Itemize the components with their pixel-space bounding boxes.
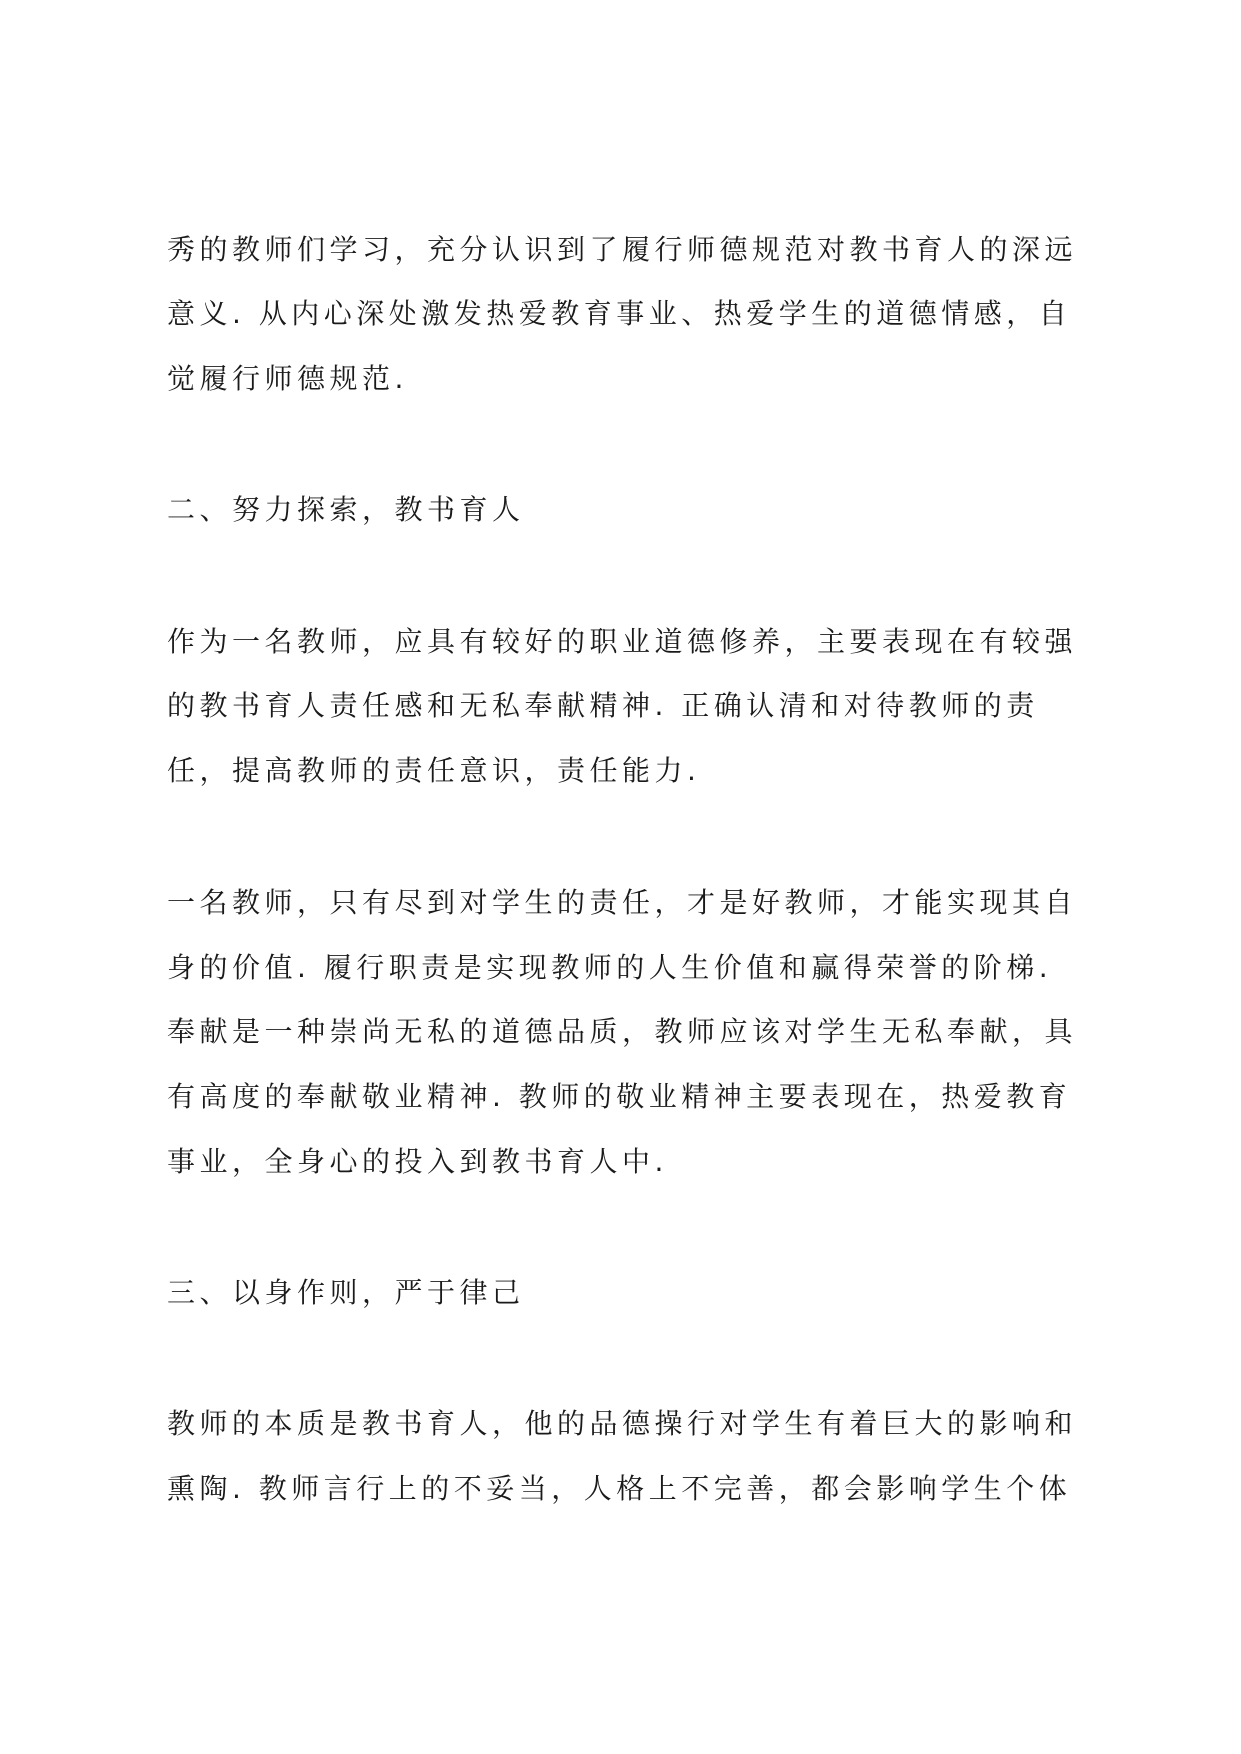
paragraph-2-line-3: 任，提高教师的责任意识，责任能力.	[167, 754, 701, 787]
paragraph-3-line-5: 事业，全身心的投入到教书育人中.	[167, 1145, 668, 1178]
paragraph-2-line-1: 作为一名教师，应具有较好的职业道德修养，主要表现在有较强	[167, 625, 1078, 658]
paragraph-2-line-2: 的教书育人责任感和无私奉献精神. 正确认清和对待教师的责	[167, 689, 1039, 722]
paragraph-3-line-2: 身的价值. 履行职责是实现教师的人生价值和赢得荣誉的阶梯.	[167, 951, 1053, 984]
paragraph-1-line-1: 秀的教师们学习，充分认识到了履行师德规范对教书育人的深远	[167, 233, 1078, 266]
paragraph-1-line-2: 意义. 从内心深处激发热爱教育事业、热爱学生的道德情感，自	[167, 297, 1072, 330]
paragraph-3-line-4: 有高度的奉献敬业精神. 教师的敬业精神主要表现在，热爱教育	[167, 1080, 1072, 1113]
paragraph-1-line-3: 觉履行师德规范.	[167, 362, 408, 395]
paragraph-3-line-1: 一名教师，只有尽到对学生的责任，才是好教师，才能实现其自	[167, 886, 1078, 919]
paragraph-3-line-3: 奉献是一种崇尚无私的道德品质，教师应该对学生无私奉献，具	[167, 1015, 1078, 1048]
section-heading-2: 二、努力探索，教书育人	[167, 493, 525, 526]
paragraph-4-line-1: 教师的本质是教书育人，他的品德操行对学生有着巨大的影响和	[167, 1407, 1078, 1440]
section-heading-3: 三、以身作则，严于律己	[167, 1276, 525, 1309]
paragraph-4-line-2: 熏陶. 教师言行上的不妥当，人格上不完善，都会影响学生个体	[167, 1472, 1072, 1505]
